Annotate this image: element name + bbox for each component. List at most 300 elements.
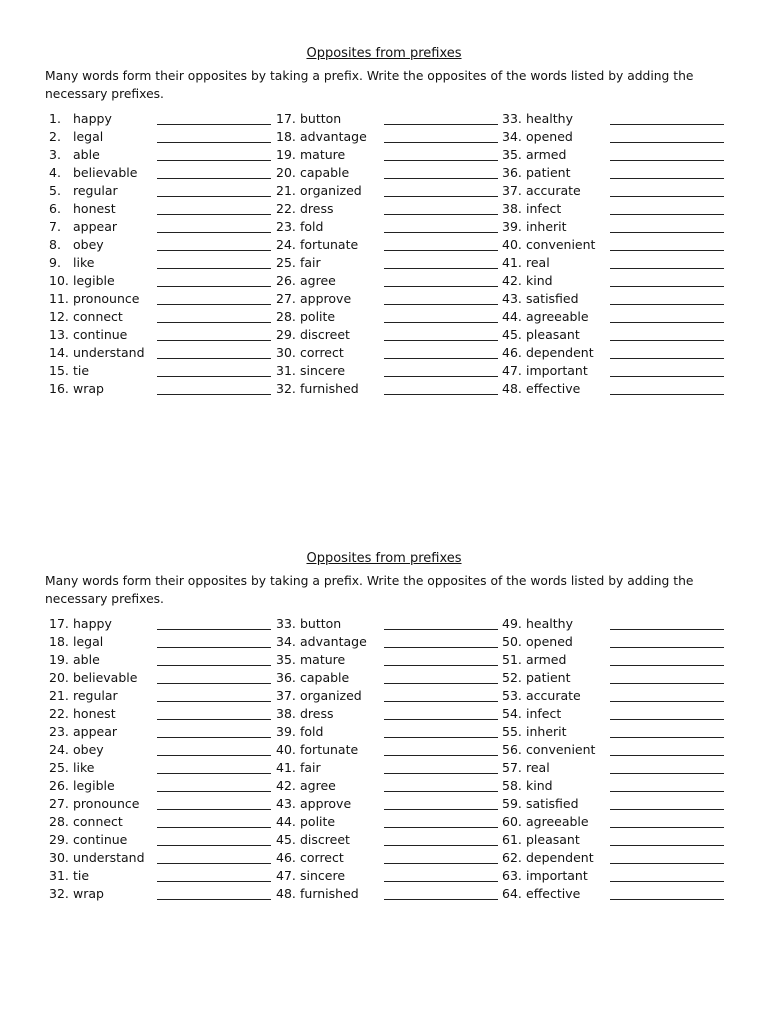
word-row: [49, 110, 279, 128]
answer-blank[interactable]: [610, 706, 724, 720]
answer-blank[interactable]: [157, 237, 271, 251]
item-number: 56.: [502, 742, 522, 757]
word-row: [49, 885, 279, 903]
answer-blank[interactable]: [610, 814, 724, 828]
word-row: [49, 831, 279, 849]
answer-blank[interactable]: [157, 778, 271, 792]
item-word: armed: [526, 652, 567, 667]
item-number: 9.: [49, 255, 61, 270]
answer-blank[interactable]: [610, 291, 724, 305]
answer-blank[interactable]: [157, 345, 271, 359]
answer-blank[interactable]: [157, 147, 271, 161]
word-row: [49, 308, 279, 326]
item-number: 40.: [276, 742, 296, 757]
answer-blank[interactable]: [157, 670, 271, 684]
answer-blank[interactable]: [157, 363, 271, 377]
answer-blank[interactable]: [384, 363, 498, 377]
item-number: 54.: [502, 706, 522, 721]
item-word: armed: [526, 147, 567, 162]
item-word: dress: [300, 201, 334, 216]
item-word: honest: [73, 706, 116, 721]
item-number: 36.: [276, 670, 296, 685]
word-row: [276, 380, 506, 398]
word-row: [502, 308, 732, 326]
word-row: [502, 272, 732, 290]
answer-blank[interactable]: [610, 147, 724, 161]
answer-blank[interactable]: [384, 778, 498, 792]
answer-blank[interactable]: [610, 778, 724, 792]
item-word: wrap: [73, 886, 104, 901]
word-row: [502, 831, 732, 849]
worksheet-title: [0, 551, 768, 567]
item-number: 46.: [502, 345, 522, 360]
item-word: correct: [300, 850, 344, 865]
item-word: healthy: [526, 616, 573, 631]
answer-blank[interactable]: [384, 742, 498, 756]
word-row: [502, 741, 732, 759]
worksheet-title-text: Opposites from prefixes: [306, 46, 462, 61]
word-row: [276, 687, 506, 705]
item-number: 15.: [49, 363, 69, 378]
answer-blank[interactable]: [157, 742, 271, 756]
item-word: opened: [526, 634, 573, 649]
answer-blank[interactable]: [610, 219, 724, 233]
answer-blank[interactable]: [157, 165, 271, 179]
word-row: [276, 723, 506, 741]
item-word: understand: [73, 345, 145, 360]
answer-blank[interactable]: [157, 850, 271, 864]
item-word: agreeable: [526, 814, 589, 829]
answer-blank[interactable]: [384, 183, 498, 197]
answer-blank[interactable]: [384, 381, 498, 395]
item-number: 36.: [502, 165, 522, 180]
answer-blank[interactable]: [157, 616, 271, 630]
answer-blank[interactable]: [610, 237, 724, 251]
item-number: 44.: [502, 309, 522, 324]
word-row: [49, 777, 279, 795]
item-number: 26.: [276, 273, 296, 288]
word-row: [49, 164, 279, 182]
word-row: [502, 723, 732, 741]
item-word: correct: [300, 345, 344, 360]
answer-blank[interactable]: [384, 850, 498, 864]
word-row: [502, 867, 732, 885]
answer-blank[interactable]: [157, 706, 271, 720]
word-row: [49, 344, 279, 362]
answer-blank[interactable]: [157, 868, 271, 882]
answer-blank[interactable]: [610, 760, 724, 774]
item-word: legal: [73, 129, 104, 144]
item-number: 22.: [276, 201, 296, 216]
item-number: 24.: [49, 742, 69, 757]
item-word: dependent: [526, 345, 594, 360]
answer-blank[interactable]: [157, 219, 271, 233]
answer-blank[interactable]: [157, 327, 271, 341]
answer-blank[interactable]: [384, 255, 498, 269]
item-number: 21.: [276, 183, 296, 198]
item-number: 40.: [502, 237, 522, 252]
item-word: regular: [73, 688, 118, 703]
item-number: 8.: [49, 237, 61, 252]
item-word: sincere: [300, 363, 346, 378]
word-row: [502, 236, 732, 254]
word-row: [502, 813, 732, 831]
item-word: obey: [73, 237, 104, 252]
item-word: patient: [526, 165, 571, 180]
item-number: 22.: [49, 706, 69, 721]
word-row: [49, 182, 279, 200]
item-number: 2.: [49, 129, 61, 144]
item-word: approve: [300, 796, 352, 811]
item-number: 39.: [276, 724, 296, 739]
item-word: tie: [73, 363, 90, 378]
item-word: sincere: [300, 868, 346, 883]
answer-blank[interactable]: [610, 345, 724, 359]
item-number: 4.: [49, 165, 61, 180]
answer-blank[interactable]: [384, 670, 498, 684]
item-word: discreet: [300, 832, 350, 847]
item-word: mature: [300, 652, 346, 667]
word-row: [49, 633, 279, 651]
word-row: [502, 687, 732, 705]
answer-blank[interactable]: [610, 363, 724, 377]
item-number: 49.: [502, 616, 522, 631]
word-row: [502, 795, 732, 813]
word-row: [502, 254, 732, 272]
answer-blank[interactable]: [157, 381, 271, 395]
item-number: 53.: [502, 688, 522, 703]
worksheet-title: [0, 46, 768, 62]
item-number: 34.: [502, 129, 522, 144]
item-word: legible: [73, 273, 115, 288]
word-row: [276, 651, 506, 669]
item-word: pronounce: [73, 291, 140, 306]
item-number: 48.: [502, 381, 522, 396]
item-number: 32.: [276, 381, 296, 396]
answer-blank[interactable]: [610, 327, 724, 341]
answer-blank[interactable]: [610, 183, 724, 197]
item-word: real: [526, 255, 550, 270]
word-row: [49, 867, 279, 885]
worksheet-instructions: Many words form their opposites by taking a prefix. Write the opposites of the words listed by adding the necessary prefixes.: [45, 69, 694, 101]
answer-blank[interactable]: [610, 634, 724, 648]
answer-blank[interactable]: [610, 652, 724, 666]
answer-blank[interactable]: [157, 652, 271, 666]
word-row: [276, 128, 506, 146]
answer-blank[interactable]: [157, 255, 271, 269]
item-word: accurate: [526, 183, 581, 198]
item-number: 21.: [49, 688, 69, 703]
word-column-1: [49, 110, 279, 398]
word-row: [49, 326, 279, 344]
item-number: 10.: [49, 273, 69, 288]
word-row: [276, 831, 506, 849]
answer-blank[interactable]: [157, 814, 271, 828]
word-row: [49, 723, 279, 741]
answer-blank[interactable]: [610, 742, 724, 756]
item-word: pleasant: [526, 327, 580, 342]
answer-blank[interactable]: [384, 219, 498, 233]
item-word: healthy: [526, 111, 573, 126]
item-word: effective: [526, 886, 581, 901]
item-number: 1.: [49, 111, 61, 126]
word-row: [502, 200, 732, 218]
word-row: [276, 272, 506, 290]
word-row: [276, 200, 506, 218]
answer-blank[interactable]: [157, 273, 271, 287]
item-word: fair: [300, 760, 321, 775]
word-row: [502, 344, 732, 362]
answer-blank[interactable]: [610, 165, 724, 179]
word-row: [502, 110, 732, 128]
word-row: [276, 236, 506, 254]
item-word: polite: [300, 309, 336, 324]
answer-blank[interactable]: [384, 201, 498, 215]
answer-blank[interactable]: [610, 255, 724, 269]
item-word: like: [73, 255, 95, 270]
worksheet-title-text: Opposites from prefixes: [306, 551, 462, 566]
answer-blank[interactable]: [610, 850, 724, 864]
word-row: [502, 146, 732, 164]
word-row: [502, 705, 732, 723]
item-word: agreeable: [526, 309, 589, 324]
item-number: 47.: [276, 868, 296, 883]
answer-blank[interactable]: [384, 147, 498, 161]
item-word: legal: [73, 634, 104, 649]
answer-blank[interactable]: [384, 832, 498, 846]
item-word: satisfied: [526, 291, 579, 306]
item-word: kind: [526, 273, 553, 288]
item-word: organized: [300, 688, 362, 703]
item-number: 58.: [502, 778, 522, 793]
item-word: inherit: [526, 219, 567, 234]
answer-blank[interactable]: [610, 309, 724, 323]
answer-blank[interactable]: [384, 291, 498, 305]
answer-blank[interactable]: [384, 273, 498, 287]
answer-blank[interactable]: [610, 273, 724, 287]
answer-blank[interactable]: [384, 652, 498, 666]
word-row: [276, 669, 506, 687]
answer-blank[interactable]: [610, 381, 724, 395]
item-word: convenient: [526, 237, 596, 252]
item-number: 17.: [276, 111, 296, 126]
item-word: capable: [300, 670, 350, 685]
item-word: wrap: [73, 381, 104, 396]
item-word: important: [526, 363, 588, 378]
word-row: [276, 795, 506, 813]
item-number: 6.: [49, 201, 61, 216]
answer-blank[interactable]: [384, 796, 498, 810]
answer-blank[interactable]: [610, 832, 724, 846]
item-number: 25.: [49, 760, 69, 775]
item-number: 26.: [49, 778, 69, 793]
word-row: [276, 813, 506, 831]
answer-blank[interactable]: [384, 868, 498, 882]
item-number: 31.: [276, 363, 296, 378]
answer-blank[interactable]: [384, 309, 498, 323]
item-number: 32.: [49, 886, 69, 901]
item-word: believable: [73, 670, 138, 685]
answer-blank[interactable]: [384, 886, 498, 900]
word-row: [49, 380, 279, 398]
item-number: 28.: [49, 814, 69, 829]
item-word: fold: [300, 219, 324, 234]
word-row: [49, 128, 279, 146]
answer-blank[interactable]: [157, 832, 271, 846]
answer-blank[interactable]: [157, 688, 271, 702]
item-word: fair: [300, 255, 321, 270]
answer-blank[interactable]: [157, 309, 271, 323]
answer-blank[interactable]: [610, 796, 724, 810]
answer-blank[interactable]: [157, 760, 271, 774]
word-column-2: [276, 615, 506, 903]
answer-blank[interactable]: [384, 327, 498, 341]
item-word: honest: [73, 201, 116, 216]
word-row: [276, 633, 506, 651]
answer-blank[interactable]: [384, 634, 498, 648]
item-word: obey: [73, 742, 104, 757]
item-number: 23.: [276, 219, 296, 234]
item-word: button: [300, 111, 342, 126]
item-word: dependent: [526, 850, 594, 865]
item-number: 30.: [276, 345, 296, 360]
answer-blank[interactable]: [384, 706, 498, 720]
word-row: [502, 164, 732, 182]
answer-blank[interactable]: [610, 201, 724, 215]
item-number: 50.: [502, 634, 522, 649]
word-row: [502, 380, 732, 398]
word-row: [502, 290, 732, 308]
item-word: important: [526, 868, 588, 883]
word-row: [502, 777, 732, 795]
item-number: 27.: [276, 291, 296, 306]
answer-blank[interactable]: [384, 724, 498, 738]
answer-blank[interactable]: [610, 886, 724, 900]
item-number: 24.: [276, 237, 296, 252]
word-row: [276, 344, 506, 362]
item-number: 30.: [49, 850, 69, 865]
answer-blank[interactable]: [384, 237, 498, 251]
answer-blank[interactable]: [610, 688, 724, 702]
item-word: fortunate: [300, 742, 359, 757]
worksheet-instructions: Many words form their opposites by taking a prefix. Write the opposites of the words listed by adding the necessary prefixes.: [45, 574, 694, 606]
answer-blank[interactable]: [157, 796, 271, 810]
item-word: able: [73, 652, 100, 667]
answer-blank[interactable]: [384, 345, 498, 359]
item-word: understand: [73, 850, 145, 865]
item-number: 35.: [276, 652, 296, 667]
word-row: [49, 615, 279, 633]
word-row: [49, 218, 279, 236]
answer-blank[interactable]: [610, 616, 724, 630]
item-word: happy: [73, 111, 112, 126]
answer-blank[interactable]: [157, 291, 271, 305]
answer-blank[interactable]: [384, 129, 498, 143]
word-row: [276, 867, 506, 885]
item-number: 25.: [276, 255, 296, 270]
item-word: furnished: [300, 886, 359, 901]
word-row: [49, 795, 279, 813]
answer-blank[interactable]: [384, 760, 498, 774]
item-number: 37.: [502, 183, 522, 198]
item-number: 61.: [502, 832, 522, 847]
item-word: polite: [300, 814, 336, 829]
item-number: 12.: [49, 309, 69, 324]
word-row: [49, 290, 279, 308]
item-number: 20.: [49, 670, 69, 685]
item-word: continue: [73, 327, 128, 342]
answer-blank[interactable]: [610, 670, 724, 684]
item-word: satisfied: [526, 796, 579, 811]
item-word: continue: [73, 832, 128, 847]
word-row: [276, 885, 506, 903]
word-row: [49, 254, 279, 272]
item-word: inherit: [526, 724, 567, 739]
answer-blank[interactable]: [157, 886, 271, 900]
item-word: effective: [526, 381, 581, 396]
item-number: 43.: [276, 796, 296, 811]
answer-blank[interactable]: [157, 201, 271, 215]
item-number: 31.: [49, 868, 69, 883]
answer-blank[interactable]: [157, 111, 271, 125]
item-number: 18.: [49, 634, 69, 649]
answer-blank[interactable]: [384, 111, 498, 125]
item-word: tie: [73, 868, 90, 883]
answer-blank[interactable]: [610, 868, 724, 882]
answer-blank[interactable]: [610, 724, 724, 738]
item-number: 37.: [276, 688, 296, 703]
item-number: 34.: [276, 634, 296, 649]
item-word: pleasant: [526, 832, 580, 847]
word-row: [502, 128, 732, 146]
word-row: [49, 759, 279, 777]
answer-blank[interactable]: [610, 111, 724, 125]
item-word: advantage: [300, 129, 367, 144]
item-word: real: [526, 760, 550, 775]
word-row: [49, 813, 279, 831]
item-number: 14.: [49, 345, 69, 360]
word-row: [276, 290, 506, 308]
item-word: infect: [526, 201, 562, 216]
word-row: [49, 272, 279, 290]
item-number: 18.: [276, 129, 296, 144]
item-word: convenient: [526, 742, 596, 757]
answer-blank[interactable]: [384, 688, 498, 702]
answer-blank[interactable]: [384, 165, 498, 179]
word-row: [276, 849, 506, 867]
word-row: [502, 633, 732, 651]
answer-blank[interactable]: [384, 814, 498, 828]
item-number: 27.: [49, 796, 69, 811]
answer-blank[interactable]: [610, 129, 724, 143]
word-row: [49, 236, 279, 254]
answer-blank[interactable]: [157, 183, 271, 197]
answer-blank[interactable]: [157, 634, 271, 648]
item-number: 13.: [49, 327, 69, 342]
word-row: [49, 741, 279, 759]
item-number: 64.: [502, 886, 522, 901]
item-number: 44.: [276, 814, 296, 829]
item-number: 46.: [276, 850, 296, 865]
answer-blank[interactable]: [157, 724, 271, 738]
word-row: [276, 182, 506, 200]
answer-blank[interactable]: [157, 129, 271, 143]
item-word: accurate: [526, 688, 581, 703]
item-number: 39.: [502, 219, 522, 234]
word-row: [502, 885, 732, 903]
word-row: [502, 759, 732, 777]
answer-blank[interactable]: [384, 616, 498, 630]
